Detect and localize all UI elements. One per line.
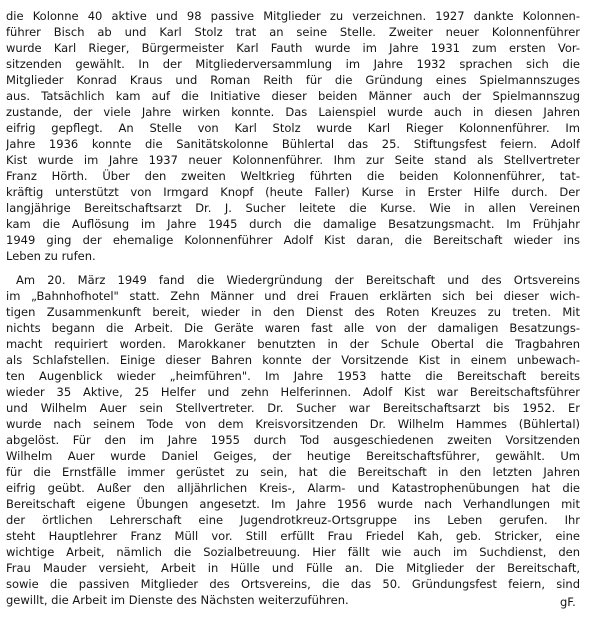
text-line: die Kolonne 40 aktive und 98 passive Mitglieder zu verzeichnen. 1927 dankte Kolonnen- xyxy=(6,9,580,23)
text-line: sitzenden gewählt. In der Mitgliederversammlung im Jahre 1932 sprachen sich die xyxy=(6,57,580,71)
text-line: langjährige Bereitschaftsarzt Dr. J. Sucher leitete die Kurse. Wie in allen Vereinen xyxy=(6,201,580,215)
text-line: führer Bisch ab und Karl Stolz trat an seine Stelle. Zweiter neuer Kolonnenführer xyxy=(6,25,580,39)
text-line: kräftig unterstützt von Irmgard Knopf (heute Faller) Kurse in Erster Hilfe durch. Der xyxy=(6,185,580,199)
author-signature: gF. xyxy=(560,595,576,609)
text-line: zustande, der viele Jahre wirken konnte. Das Laienspiel wurde auch in diesen Jahren xyxy=(6,105,580,119)
text-line: gewillt, die Arbeit im Dienste des Nächsten weiterzuführen. xyxy=(6,593,349,607)
text-line: macht requiriert worden. Marokkaner benutzten in der Schule Obertal die Tragbahren xyxy=(6,337,580,351)
text-line: ten Augenblick wieder „heimführen". Im Jahre 1953 hatte die Bereitschaft bereits xyxy=(6,369,580,383)
text-line: Kist wurde im Jahre 1937 neuer Kolonnenführer. Ihm zur Seite stand als Stellvertreter xyxy=(6,153,580,167)
text-line: nichts begann die Arbeit. Die Geräte waren fast alle von der damaligen Besatzungs- xyxy=(6,321,580,335)
text-line: der örtlichen Lehrerschaft eine Jugendrotkreuz-Ortsgruppe ins Leben gerufen. Ihr xyxy=(6,513,580,527)
text-line: Am 20. März 1949 fand die Wiedergründung der Bereitschaft und des Ortsvereins xyxy=(16,273,580,287)
text-line: Bereitschaft eigene Übungen angesetzt. Im Jahre 1956 wurde nach Verhandlungen mit xyxy=(6,497,580,511)
text-line: steht Hauptlehrer Franz Müll vor. Still erfüllt Frau Friedel Kah, geb. Stricker, eine xyxy=(6,529,580,543)
text-line: Jahre 1936 konnte die Sanitätskolonne Bühlertal das 25. Stiftungsfest feiern. Adolf xyxy=(6,137,580,151)
text-line: eifrig geübt. Außer den alljährlichen Kreis-, Alarm- und Katastrophenübungen hat die xyxy=(6,481,580,495)
text-line: tigen Zusammenkunft bereit, wieder in den Dienst des Roten Kreuzes zu treten. Mit xyxy=(6,305,580,319)
text-line: wurde nach seinem Tode von dem Kreisvorsitzenden Dr. Wilhelm Hammes (Bühlertal) xyxy=(6,417,580,431)
text-line: sowie die passiven Mitglieder des Ortsvereins, die das 50. Gründungsfest feiern, sind xyxy=(6,577,580,591)
text-line: abgelöst. Für den im Jahre 1955 durch Tod ausgeschiedenen zweiten Vorsitzenden xyxy=(6,433,580,447)
text-line: Mitglieder Konrad Kraus und Roman Reith für die Gründung eines Spielmannszuges xyxy=(6,73,580,87)
text-line: wurde Karl Rieger, Bürgermeister Karl Fauth wurde im Jahre 1931 zum ersten Vor- xyxy=(6,41,580,55)
text-line: wieder 35 Aktive, 25 Helfer und zehn Helferinnen. Adolf Kist war Bereitschaftsführer xyxy=(6,385,580,399)
text-line: Frau Mauder versieht, Arbeit in Hülle und Fülle an. Die Mitglieder der Bereitschaft, xyxy=(6,561,580,575)
text-line: im „Bahnhofhotel" statt. Zehn Männer und drei Frauen erklärten sich bei dieser wich- xyxy=(6,289,580,303)
text-line: Leben zu rufen. xyxy=(6,249,96,263)
text-line: für die Ernstfälle immer gerüstet zu sein, hat die Bereitschaft in den letzten Jahren xyxy=(6,465,580,479)
text-line: Franz Hörth. Über den zweiten Weltkrieg führten die beiden Kolonnenführer, tat- xyxy=(6,169,580,183)
text-line: kam die Auflösung im Jahre 1945 durch die damalige Besatzungsmacht. Im Frühjahr xyxy=(6,217,580,231)
text-line: Wilhelm Auer wurde Daniel Geiges, der heutige Bereitschaftsführer, gewählt. Um xyxy=(6,449,580,463)
text-line: aus. Tatsächlich kam auf die Initiative dieser beiden Männer auch der Spielmannszug xyxy=(6,89,580,103)
text-line: und Wilhelm Auer sein Stellvertreter. Dr. Sucher war Bereitschaftsarzt bis 1952. Er xyxy=(6,401,580,415)
text-line: wichtige Arbeit, nämlich die Sozialbetreuung. Hier fällt wie auch im Suchdienst, den xyxy=(6,545,580,559)
text-line: als Schlafstellen. Einige dieser Bahren konnte der Vorsitzende Kist in einem unbewach- xyxy=(6,353,580,367)
text-line: eifrig gepflegt. An Stelle von Karl Stolz wurde Karl Rieger Kolonnenführer. Im xyxy=(6,121,580,135)
text-line: 1949 ging der ehemalige Kolonnenführer Adolf Kist daran, die Bereitschaft wieder ins xyxy=(6,233,580,247)
